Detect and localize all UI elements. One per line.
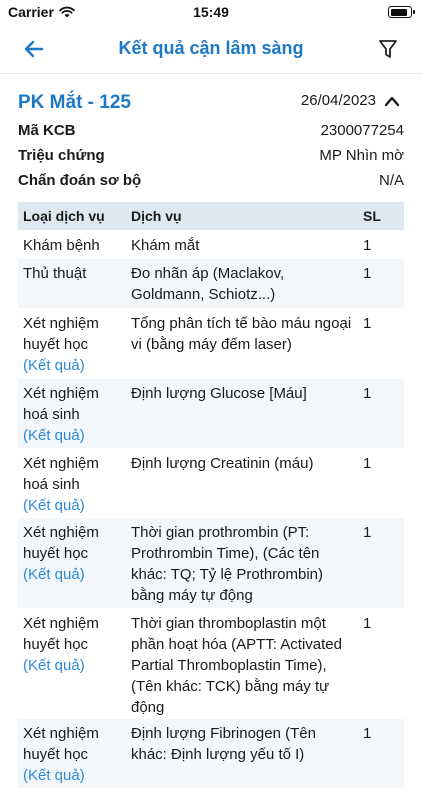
- service-qty: 1: [363, 385, 372, 402]
- table-row: [18, 718, 404, 788]
- service-name: Định lượng Glucose [Máu]: [131, 385, 307, 402]
- service-qty: 1: [363, 237, 372, 254]
- service-qty: 1: [363, 725, 372, 742]
- result-link[interactable]: (Kết quả): [23, 427, 85, 444]
- funnel-icon[interactable]: [378, 38, 398, 60]
- status-bar: [0, 0, 422, 24]
- column-header-qty: SL: [363, 208, 381, 224]
- status-time: 15:49: [193, 4, 229, 20]
- table-header: [18, 202, 404, 230]
- row-type-cell: [23, 613, 123, 676]
- info-row-chan-doan: [18, 172, 404, 196]
- info-value: MP Nhìn mờ: [319, 147, 404, 164]
- service-name: Tổng phân tích tế bào máu ngoại vi (bằng máy đếm laser): [131, 315, 352, 353]
- service-table: [18, 202, 404, 788]
- info-label: Mã KCB: [18, 122, 76, 139]
- service-type: Xét nghiệm huyết học: [23, 725, 99, 763]
- column-header-service: Dịch vụ: [131, 208, 182, 224]
- service-name: Khám mắt: [131, 237, 200, 254]
- table-row: [18, 258, 404, 308]
- clinic-title: PK Mắt - 125: [18, 92, 131, 113]
- service-type: Xét nghiệm huyết học: [23, 615, 99, 653]
- row-type-cell: [23, 453, 123, 516]
- service-type: Khám bệnh: [23, 237, 100, 254]
- table-row: [18, 378, 404, 448]
- table-row: [18, 308, 404, 378]
- page-title: Kết quả cận lâm sàng: [118, 38, 304, 58]
- info-row-ma-kcb: [18, 122, 404, 146]
- info-row-trieu-chung: [18, 147, 404, 171]
- service-qty: 1: [363, 455, 372, 472]
- info-label: Triệu chứng: [18, 147, 105, 164]
- info-value: 2300077254: [320, 122, 404, 139]
- service-type: Xét nghiệm hoá sinh: [23, 455, 99, 493]
- result-link[interactable]: (Kết quả): [23, 497, 85, 514]
- row-type-cell: [23, 383, 123, 446]
- service-name: Thời gian prothrombin (PT: Prothrombin Time), (Các tên khác: TQ; Tỷ lệ Prothrombin) bằng máy tự động: [131, 524, 324, 604]
- service-qty: 1: [363, 524, 372, 541]
- info-label: Chẩn đoán sơ bộ: [18, 172, 142, 189]
- service-type: Thủ thuật: [23, 265, 87, 282]
- result-link[interactable]: (Kết quả): [23, 767, 85, 784]
- service-name: Đo nhãn áp (Maclakov, Goldmann, Schiotz...): [131, 265, 285, 303]
- service-qty: 1: [363, 615, 372, 632]
- service-name: Định lượng Fibrinogen (Tên khác: Định lượng yếu tố I): [131, 725, 316, 763]
- result-link[interactable]: (Kết quả): [23, 657, 85, 674]
- carrier-label: Carrier: [8, 4, 54, 20]
- column-header-type: Loại dịch vụ: [23, 208, 105, 224]
- row-type-cell: [23, 313, 123, 376]
- service-qty: 1: [363, 265, 372, 282]
- table-row: [18, 517, 404, 608]
- table-row: [18, 448, 404, 517]
- section-header[interactable]: [0, 74, 422, 120]
- nav-bar: [0, 24, 422, 74]
- service-qty: 1: [363, 315, 372, 332]
- service-type: Xét nghiệm hoá sinh: [23, 385, 99, 423]
- info-value: N/A: [378, 172, 404, 189]
- table-row: [18, 608, 404, 718]
- row-type-cell: [23, 235, 123, 256]
- result-link[interactable]: (Kết quả): [23, 357, 85, 374]
- chevron-up-icon[interactable]: [384, 95, 400, 107]
- row-type-cell: [23, 522, 123, 585]
- row-type-cell: [23, 263, 123, 284]
- row-type-cell: [23, 723, 123, 786]
- visit-date: 26/04/2023: [300, 92, 376, 109]
- service-name: Thời gian thromboplastin một phần hoạt hóa (APTT: Activated Partial Thromboplastin Time), (Tên khác: TCK) bằng máy tự động: [131, 615, 342, 716]
- battery-icon: [388, 6, 412, 18]
- service-type: Xét nghiệm huyết học: [23, 315, 99, 353]
- service-name: Định lượng Creatinin (máu): [131, 455, 314, 472]
- service-type: Xét nghiệm huyết học: [23, 524, 99, 562]
- table-row: [18, 230, 404, 258]
- result-link[interactable]: (Kết quả): [23, 566, 85, 583]
